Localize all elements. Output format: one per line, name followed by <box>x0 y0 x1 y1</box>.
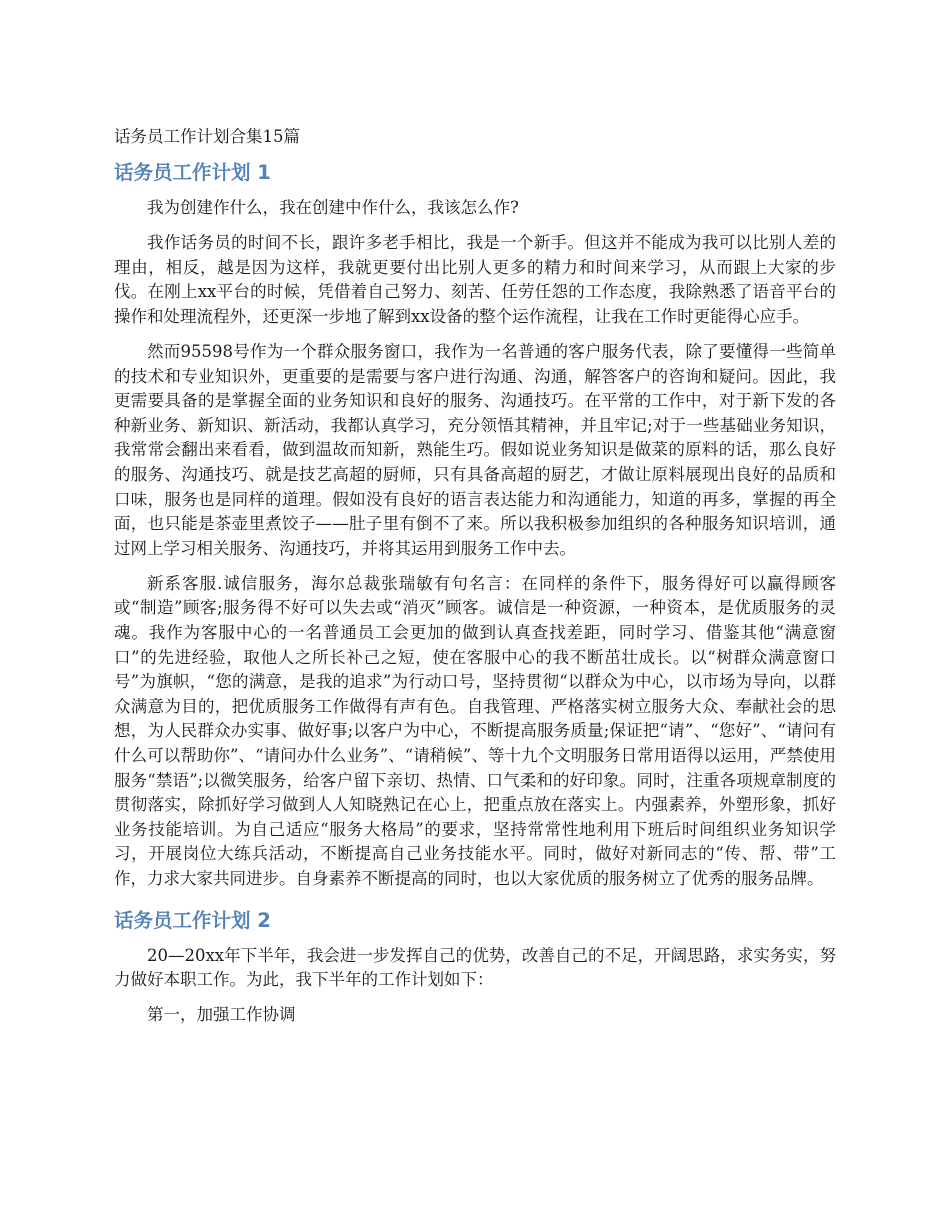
document-body <box>114 124 836 1038</box>
paragraph: 新系客服.诚信服务，海尔总裁张瑞敏有句名言：在同样的条件下，服务得好可以赢得顾客或“制造”顾客;服务得不好可以失去或“消灭”顾客。诚信是一种资源，一种资本，是优质服务的灵魂。我作为客服中心的一名普通员工会更加的做到认真查找差距，同时学习、借鉴其他“满意窗口”的先进经验，取他人之所长补己之短，使在客服中心的我不断茁壮成长。以“树群众满意窗口号”为旗帜，“您的满意，是我的追求”为行动口号，坚持贯彻“以群众为中心，以市场为导向，以群众满意为目的，把优质服务工作做得有声有色。自我管理、严格落实树立服务大众、奉献社会的思想，为人民群众办实事、做好事;以客户为中心，不断提高服务质量;保证把“请”、“您好”、“请问有什么可以帮助你”、“请问办什么业务”、“请稍候”、等十九个文明服务日常用语得以运用，严禁使用服务“禁语”;以微笑服务，给客户留下亲切、热情、口气柔和的好印象。同时，注重各项规章制度的贯彻落实，除抓好学习做到人人知晓熟记在心上，把重点放在落实上。内强素养，外塑形象，抓好业务技能培训。为自己适应“服务大格局”的要求，坚持常常性地利用下班后时间组织业务知识学习，开展岗位大练兵活动，不断提高自己业务技能水平。同时，做好对新同志的“传、帮、带”工作，力求大家共同进步。自身素养不断提高的同时，也以大家优质的服务树立了优秀的服务品牌。 <box>114 573 836 888</box>
section-1 <box>114 158 836 892</box>
section-2 <box>114 906 836 1028</box>
paragraph: 我为创建作什么，我在创建中作什么，我该怎么作? <box>147 198 519 217</box>
document-title: 话务员工作计划合集15篇 <box>114 127 300 146</box>
section-heading: 话务员工作计划 2 <box>114 908 271 932</box>
paragraph: 然而95598号作为一个群众服务窗口，我作为一名普通的客户服务代表，除了要懂得一些简单的技术和专业知识外，更重要的是需要与客户进行沟通、沟通，解答客户的咨询和疑问。因此，我更需要具备的是掌握全面的业务知识和良好的服务、沟通技巧。在平常的工作中，对于新下发的各种新业务、新知识、新活动，我都认真学习，充分领悟其精神，并且牢记;对于一些基础业务知识，我常常会翻出来看看，做到温故而知新，熟能生巧。假如说业务知识是做菜的原料的话，那么良好的服务、沟通技巧、就是技艺高超的厨师，只有具备高超的厨艺，才做让原料展现出良好的品质和口味，服务也是同样的道理。假如没有良好的语言表达能力和沟通能力，知道的再多，掌握的再全面，也只能是茶壶里煮饺子——肚子里有倒不了来。所以我积极参加组织的各种服务知识培训，通过网上学习相关服务、沟通技巧，并将其运用到服务工作中去。 <box>114 341 836 558</box>
paragraph: 我作话务员的时间不长，跟许多老手相比，我是一个新手。但这并不能成为我可以比别人差的理由，相反，越是因为这样，我就更要付出比别人更多的精力和时间来学习，从而跟上大家的步伐。在刚上xx平台的时候，凭借着自己努力、刻苦、任劳任怨的工作态度，我除熟悉了语音平台的操作和处理流程外，还更深一步地了解到xx设备的整个运作流程，让我在工作时更能得心应手。 <box>114 233 836 326</box>
paragraph: 第一，加强工作协调 <box>147 1005 296 1025</box>
paragraph: 20—20xx年下半年，我会进一步发挥自己的优势，改善自己的不足，开阔思路，求实务实，努力做好本职工作。为此，我下半年的工作计划如下： <box>114 945 836 990</box>
section-heading: 话务员工作计划 1 <box>114 161 271 184</box>
